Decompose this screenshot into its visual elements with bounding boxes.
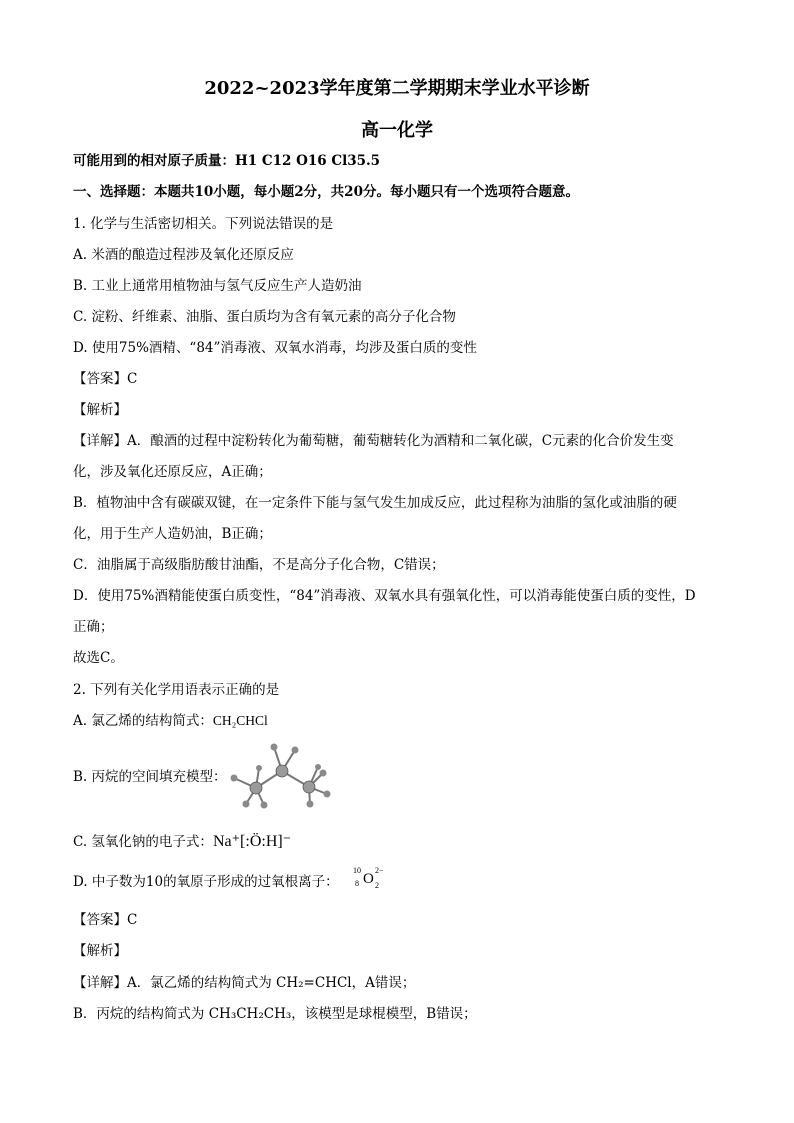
- q1-detail-line: 化，用于生产人造奶油，B正确；: [73, 526, 272, 542]
- q1-conclusion: 故选C。: [73, 650, 124, 666]
- exam-title: 2022~2023学年度第二学期期末学业水平诊断: [204, 78, 590, 99]
- q1-detail-line: C．油脂属于高级脂肪酸甘油酯，不是高分子化合物，C错误；: [73, 557, 445, 573]
- q2-option-c-formula: Na⁺[:Ö:H]⁻: [212, 833, 292, 850]
- exam-subtitle: 高一化学: [361, 120, 433, 141]
- ion-charge: 2−: [375, 866, 384, 875]
- q2-analysis-label: 【解析】: [73, 943, 127, 959]
- q2-option-a-label: A. 氯乙烯的结构简式：: [73, 713, 213, 729]
- mass-number: 10: [353, 866, 361, 875]
- q1-answer: 【答案】C: [73, 371, 138, 387]
- q2-detail-line: 【详解】A．氯乙烯的结构简式为 CH₂=CHCl，A错误；: [73, 975, 416, 991]
- q1-detail-line: 【详解】A．酿酒的过程中淀粉转化为葡萄糖，葡萄糖转化为酒精和二氧化碳，C元素的化合价发生变: [73, 433, 674, 449]
- q1-detail-line: 正确；: [73, 619, 114, 635]
- peroxide-ion-notation: [353, 866, 393, 894]
- atomic-number: 8: [355, 879, 359, 888]
- q2-stem: 2. 下列有关化学用语表示正确的是: [73, 682, 280, 698]
- q2-option-d: [73, 873, 724, 891]
- q2-option-b-label: B. 丙烷的空间填充模型：: [73, 769, 227, 785]
- q2-option-a: [73, 712, 724, 730]
- q1-option-d: D. 使用75%酒精、“84”消毒液、双氧水消毒，均涉及蛋白质的变性: [73, 340, 477, 356]
- q1-option-c: C. 淀粉、纤维素、油脂、蛋白质均为含有氧元素的高分子化合物: [73, 309, 456, 325]
- q1-detail-line: D．使用75%酒精能使蛋白质变性，“84”消毒液、双氧水具有强氧化性，可以消毒能使蛋白质的变性，D: [73, 588, 696, 604]
- q1-option-b: B. 工业上通常用植物油与氢气反应生产人造奶油: [73, 278, 362, 294]
- atomic-masses-note: 可能用到的相对原子质量：H1 C12 O16 Cl35.5: [73, 153, 381, 169]
- q2-detail-line: B．丙烷的结构简式为 CH₃CH₂CH₃，该模型是球棍模型，B错误；: [73, 1006, 477, 1022]
- q1-analysis-label: 【解析】: [73, 402, 127, 418]
- element-symbol: O: [363, 871, 374, 887]
- propane-ball-and-stick-model-image: [226, 736, 336, 812]
- q2-option-d-label: D. 中子数为10的氧原子形成的过氧根离子：: [73, 874, 339, 890]
- q1-option-a: A. 米酒的酿造过程涉及氧化还原反应: [73, 247, 294, 263]
- q2-option-c-label: C. 氢氧化钠的电子式：: [73, 834, 213, 850]
- q2-option-a-formula: CH₂CHCl: [212, 713, 268, 728]
- section-heading: 一、选择题：本题共10小题，每小题2分，共20分。每小题只有一个选项符合题意。: [73, 184, 579, 200]
- q1-detail-line: 化，涉及氧化还原反应，A正确；: [73, 464, 272, 480]
- q1-detail-line: B．植物油中含有碳碳双键，在一定条件下能与氢气发生加成反应，此过程称为油脂的氢化或油脂的硬: [73, 495, 677, 511]
- q1-stem: 1. 化学与生活密切相关。下列说法错误的是: [73, 216, 334, 232]
- q2-answer: 【答案】C: [73, 912, 138, 928]
- q2-option-c: [73, 833, 724, 851]
- atom-count: 2: [375, 881, 379, 890]
